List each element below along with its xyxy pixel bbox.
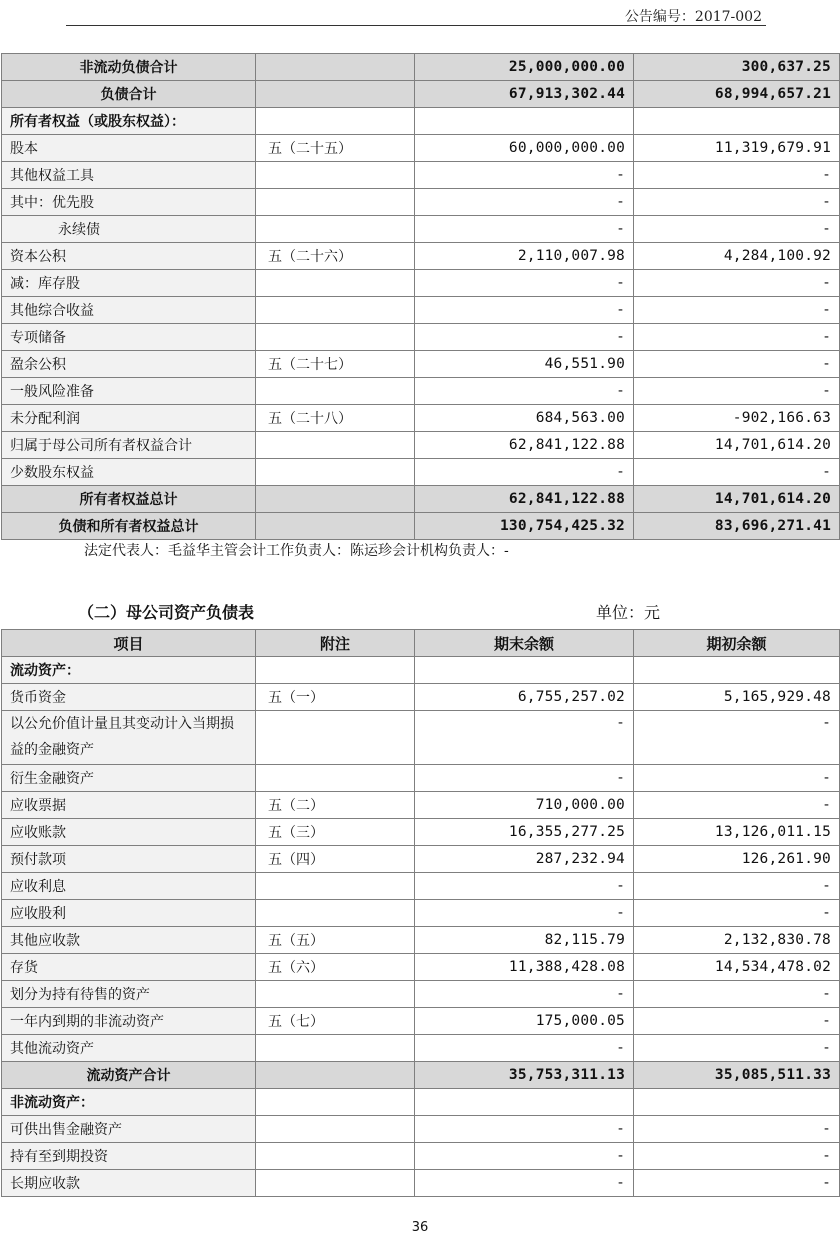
row-note: 五（二十六） xyxy=(256,243,415,270)
row-begin-balance xyxy=(634,1089,840,1116)
table-header-row xyxy=(2,630,840,657)
row-note: 五（六） xyxy=(256,954,415,981)
row-end-balance: - xyxy=(415,459,634,486)
table-row xyxy=(2,486,840,513)
table-row xyxy=(2,378,840,405)
row-label: 划分为持有待售的资产 xyxy=(2,981,256,1008)
row-begin-balance: - xyxy=(634,378,840,405)
table-row xyxy=(2,162,840,189)
table-row xyxy=(2,684,840,711)
row-end-balance xyxy=(415,108,634,135)
table-row xyxy=(2,351,840,378)
row-label: 负债合计 xyxy=(2,81,256,108)
table-row xyxy=(2,765,840,792)
row-end-balance: 684,563.00 xyxy=(415,405,634,432)
row-note xyxy=(256,54,415,81)
header-begin-balance: 期初余额 xyxy=(634,630,840,657)
row-label: 应收股利 xyxy=(2,900,256,927)
table-row xyxy=(2,108,840,135)
table-row xyxy=(2,819,840,846)
row-end-balance: 130,754,425.32 xyxy=(415,513,634,540)
row-begin-balance: - xyxy=(634,981,840,1008)
row-begin-balance: 68,994,657.21 xyxy=(634,81,840,108)
row-label: 非流动负债合计 xyxy=(2,54,256,81)
page-number: 36 xyxy=(411,1220,429,1235)
header-item: 项目 xyxy=(2,630,256,657)
row-label: 负债和所有者权益总计 xyxy=(2,513,256,540)
row-begin-balance: 300,637.25 xyxy=(634,54,840,81)
table-row xyxy=(2,432,840,459)
row-begin-balance xyxy=(634,657,840,684)
table-row xyxy=(2,711,840,765)
row-end-balance: - xyxy=(415,1170,634,1197)
row-begin-balance: 14,534,478.02 xyxy=(634,954,840,981)
row-label: 减：库存股 xyxy=(2,270,256,297)
row-end-balance: 62,841,122.88 xyxy=(415,486,634,513)
row-label: 其中：优先股 xyxy=(2,189,256,216)
row-begin-balance: - xyxy=(634,1116,840,1143)
row-begin-balance: - xyxy=(634,1035,840,1062)
row-note xyxy=(256,513,415,540)
table-row xyxy=(2,1008,840,1035)
row-label: 股本 xyxy=(2,135,256,162)
row-end-balance: - xyxy=(415,711,634,765)
row-end-balance: 46,551.90 xyxy=(415,351,634,378)
row-label: 所有者权益总计 xyxy=(2,486,256,513)
row-begin-balance: - xyxy=(634,351,840,378)
row-end-balance: - xyxy=(415,981,634,1008)
row-note xyxy=(256,1035,415,1062)
row-label: 未分配利润 xyxy=(2,405,256,432)
row-begin-balance: 2,132,830.78 xyxy=(634,927,840,954)
row-label: 其他流动资产 xyxy=(2,1035,256,1062)
table-row xyxy=(2,1170,840,1197)
table-row xyxy=(2,792,840,819)
header-rule xyxy=(66,25,766,26)
row-note xyxy=(256,657,415,684)
row-label: 流动资产： xyxy=(2,657,256,684)
row-note xyxy=(256,873,415,900)
row-note: 五（五） xyxy=(256,927,415,954)
row-note xyxy=(256,765,415,792)
table-row xyxy=(2,189,840,216)
row-note xyxy=(256,108,415,135)
header-end-balance: 期末余额 xyxy=(415,630,634,657)
table-row xyxy=(2,1089,840,1116)
table-row xyxy=(2,243,840,270)
row-end-balance: - xyxy=(415,765,634,792)
row-label: 其他权益工具 xyxy=(2,162,256,189)
row-begin-balance: - xyxy=(634,900,840,927)
row-begin-balance: 35,085,511.33 xyxy=(634,1062,840,1089)
row-begin-balance: 14,701,614.20 xyxy=(634,486,840,513)
row-note: 五（二十五） xyxy=(256,135,415,162)
row-end-balance: - xyxy=(415,1143,634,1170)
row-label: 以公允价值计量且其变动计入当期损益的金融资产 xyxy=(2,711,256,765)
row-label: 其他应收款 xyxy=(2,927,256,954)
row-begin-balance xyxy=(634,108,840,135)
row-label: 长期应收款 xyxy=(2,1170,256,1197)
row-note xyxy=(256,189,415,216)
row-begin-balance: - xyxy=(634,324,840,351)
liabilities-equity-table xyxy=(1,53,840,540)
row-note: 五（四） xyxy=(256,846,415,873)
row-begin-balance: 126,261.90 xyxy=(634,846,840,873)
row-note xyxy=(256,1062,415,1089)
row-begin-balance: - xyxy=(634,270,840,297)
row-end-balance: 67,913,302.44 xyxy=(415,81,634,108)
row-end-balance: - xyxy=(415,1035,634,1062)
table-row xyxy=(2,405,840,432)
unit-label: 单位：元 xyxy=(596,603,661,622)
row-end-balance: 60,000,000.00 xyxy=(415,135,634,162)
table-row xyxy=(2,1062,840,1089)
table-row xyxy=(2,81,840,108)
row-note: 五（二） xyxy=(256,792,415,819)
row-end-balance: - xyxy=(415,1116,634,1143)
row-note: 五（二十八） xyxy=(256,405,415,432)
table-row xyxy=(2,1143,840,1170)
row-label: 所有者权益（或股东权益）： xyxy=(2,108,256,135)
row-begin-balance: 13,126,011.15 xyxy=(634,819,840,846)
table-row xyxy=(2,270,840,297)
row-begin-balance: 4,284,100.92 xyxy=(634,243,840,270)
table-row xyxy=(2,900,840,927)
row-end-balance: 287,232.94 xyxy=(415,846,634,873)
row-begin-balance: - xyxy=(634,216,840,243)
row-end-balance: 82,115.79 xyxy=(415,927,634,954)
row-end-balance: 62,841,122.88 xyxy=(415,432,634,459)
row-label: 其他综合收益 xyxy=(2,297,256,324)
row-note xyxy=(256,711,415,765)
row-note xyxy=(256,162,415,189)
row-note: 五（一） xyxy=(256,684,415,711)
table-row xyxy=(2,954,840,981)
row-begin-balance: -902,166.63 xyxy=(634,405,840,432)
row-label: 流动资产合计 xyxy=(2,1062,256,1089)
header-note: 附注 xyxy=(256,630,415,657)
row-label: 盈余公积 xyxy=(2,351,256,378)
table-row xyxy=(2,54,840,81)
row-end-balance: - xyxy=(415,324,634,351)
row-end-balance: - xyxy=(415,162,634,189)
row-end-balance: 2,110,007.98 xyxy=(415,243,634,270)
table-row xyxy=(2,1035,840,1062)
table-row xyxy=(2,216,840,243)
row-label: 存货 xyxy=(2,954,256,981)
row-begin-balance: - xyxy=(634,162,840,189)
row-begin-balance: - xyxy=(634,189,840,216)
row-begin-balance: - xyxy=(634,711,840,765)
table-row xyxy=(2,324,840,351)
row-end-balance: - xyxy=(415,378,634,405)
row-note: 五（三） xyxy=(256,819,415,846)
row-note xyxy=(256,432,415,459)
row-begin-balance: - xyxy=(634,1143,840,1170)
table-row xyxy=(2,459,840,486)
row-begin-balance: - xyxy=(634,765,840,792)
row-note: 五（二十七） xyxy=(256,351,415,378)
row-end-balance xyxy=(415,657,634,684)
table-row xyxy=(2,513,840,540)
row-label: 非流动资产： xyxy=(2,1089,256,1116)
row-end-balance: - xyxy=(415,189,634,216)
row-end-balance: 11,388,428.08 xyxy=(415,954,634,981)
row-begin-balance: 5,165,929.48 xyxy=(634,684,840,711)
row-end-balance: 35,753,311.13 xyxy=(415,1062,634,1089)
row-end-balance: 25,000,000.00 xyxy=(415,54,634,81)
row-note xyxy=(256,1170,415,1197)
row-note xyxy=(256,216,415,243)
row-end-balance: - xyxy=(415,270,634,297)
row-begin-balance: 83,696,271.41 xyxy=(634,513,840,540)
row-note xyxy=(256,459,415,486)
row-label: 一年内到期的非流动资产 xyxy=(2,1008,256,1035)
row-end-balance: - xyxy=(415,900,634,927)
row-begin-balance: - xyxy=(634,873,840,900)
row-label: 可供出售金融资产 xyxy=(2,1116,256,1143)
row-end-balance: 16,355,277.25 xyxy=(415,819,634,846)
section-title: （二）母公司资产负债表 xyxy=(78,603,255,622)
table-row xyxy=(2,135,840,162)
row-begin-balance: - xyxy=(634,1008,840,1035)
row-begin-balance: - xyxy=(634,459,840,486)
table-row xyxy=(2,657,840,684)
row-note xyxy=(256,270,415,297)
document-number: 公告编号：2017-002 xyxy=(624,9,762,25)
row-label: 持有至到期投资 xyxy=(2,1143,256,1170)
table-row xyxy=(2,981,840,1008)
row-note xyxy=(256,1116,415,1143)
row-end-balance: 175,000.05 xyxy=(415,1008,634,1035)
row-begin-balance: 14,701,614.20 xyxy=(634,432,840,459)
parent-balance-sheet-table xyxy=(1,629,840,1197)
row-end-balance: 6,755,257.02 xyxy=(415,684,634,711)
row-label: 应收票据 xyxy=(2,792,256,819)
row-label: 少数股东权益 xyxy=(2,459,256,486)
table-row xyxy=(2,846,840,873)
row-note xyxy=(256,981,415,1008)
row-note xyxy=(256,81,415,108)
row-label: 货币资金 xyxy=(2,684,256,711)
row-end-balance xyxy=(415,1089,634,1116)
row-end-balance: - xyxy=(415,297,634,324)
table-row xyxy=(2,297,840,324)
row-note xyxy=(256,1143,415,1170)
row-note xyxy=(256,486,415,513)
row-label: 衍生金融资产 xyxy=(2,765,256,792)
row-label: 资本公积 xyxy=(2,243,256,270)
signatures-line: 法定代表人：毛益华主管会计工作负责人：陈运珍会计机构负责人：- xyxy=(84,543,509,559)
row-end-balance: - xyxy=(415,216,634,243)
row-end-balance: - xyxy=(415,873,634,900)
row-begin-balance: 11,319,679.91 xyxy=(634,135,840,162)
row-note xyxy=(256,1089,415,1116)
row-note xyxy=(256,378,415,405)
row-note: 五（七） xyxy=(256,1008,415,1035)
table-row xyxy=(2,873,840,900)
row-end-balance: 710,000.00 xyxy=(415,792,634,819)
row-label: 专项储备 xyxy=(2,324,256,351)
row-note xyxy=(256,900,415,927)
row-note xyxy=(256,324,415,351)
row-label: 应收账款 xyxy=(2,819,256,846)
row-label: 应收利息 xyxy=(2,873,256,900)
row-begin-balance: - xyxy=(634,1170,840,1197)
table-row xyxy=(2,1116,840,1143)
row-label: 预付款项 xyxy=(2,846,256,873)
row-begin-balance: - xyxy=(634,792,840,819)
row-label: 一般风险准备 xyxy=(2,378,256,405)
table-row xyxy=(2,927,840,954)
row-note xyxy=(256,297,415,324)
row-label: 永续债 xyxy=(2,216,256,243)
row-begin-balance: - xyxy=(634,297,840,324)
row-label: 归属于母公司所有者权益合计 xyxy=(2,432,256,459)
